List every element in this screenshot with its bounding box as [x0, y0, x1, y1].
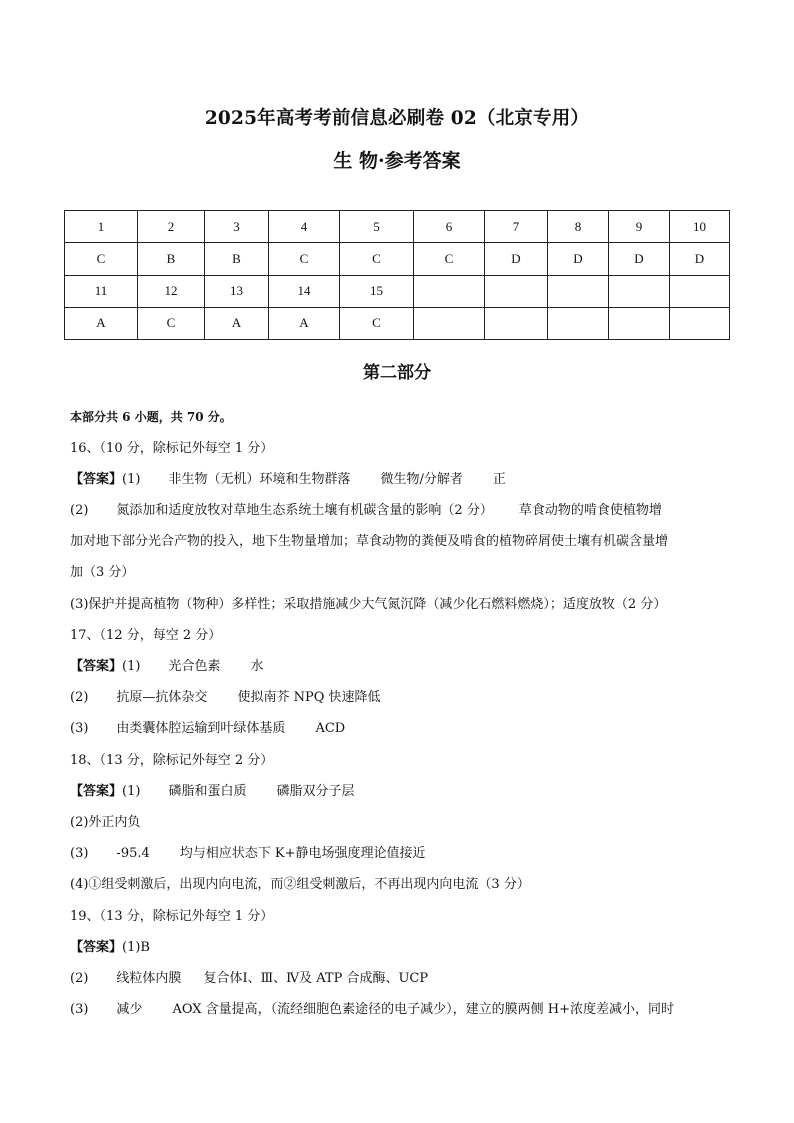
answer-text: 减少: [116, 1002, 143, 1017]
question-number-row: [65, 275, 730, 307]
answer-cell: [670, 307, 730, 339]
answer-text: 氮添加和适度放牧对草地生态系统土壤有机碳含量的影响（2 分）: [116, 503, 493, 518]
answer-text: AOX 含量提高，（流经细胞色素途径的电子减少），建立的膜两侧 H+浓度差减小，同时: [172, 1002, 675, 1017]
question-number-cell: 7: [485, 211, 548, 243]
question-number-row: [65, 211, 730, 243]
answer-cell: A: [205, 307, 269, 339]
question-number-cell: 12: [138, 275, 205, 307]
q19-answer-line-3: [70, 1001, 730, 1019]
answer-cell: D: [485, 243, 548, 275]
q17-answer-line-3: [70, 720, 730, 738]
answer-cell: C: [340, 243, 414, 275]
answer-text: ACD: [315, 721, 346, 736]
answer-cell: C: [269, 243, 340, 275]
answer-text: 非生物（无机）环境和生物群落: [168, 472, 351, 487]
answer-cell: C: [340, 307, 414, 339]
answer-cell: [609, 307, 670, 339]
part-number: (1): [122, 659, 141, 674]
answer-text: 水: [250, 659, 264, 674]
part-number: (1): [122, 784, 141, 799]
question-number-cell: 15: [340, 275, 414, 307]
document-title: 2025年高考考前信息必刷卷 02（北京专用）: [204, 108, 590, 129]
q16-answer-line-3: 加对地下部分光合产物的投入，地下生物量增加；草食动物的粪便及啃食的植物碎屑使土壤有机碳含量增: [70, 534, 669, 549]
part-number: (2): [70, 971, 89, 986]
q18-answer-line-3: [70, 845, 730, 863]
q16-answer-line-5: (3)保护并提高植物（物种）多样性；采取措施减少大气氮沉降（减少化石燃料燃烧）；适度放牧（2 分）: [70, 597, 667, 612]
answer-cell: [548, 307, 609, 339]
q17-heading: 17、（12 分，每空 2 分）: [70, 628, 222, 643]
answer-cell: A: [65, 307, 138, 339]
question-number-cell: [414, 275, 485, 307]
part-number: (3): [70, 846, 89, 861]
answer-text: 使拟南芥 NPQ 快速降低: [237, 690, 381, 705]
question-number-cell: 9: [609, 211, 670, 243]
question-number-cell: [485, 275, 548, 307]
answer-cell: B: [138, 243, 205, 275]
question-number-cell: 6: [414, 211, 485, 243]
part-number: (3): [70, 721, 89, 736]
answer-label: 【答案】: [70, 659, 123, 674]
q19-answer-line-2: [70, 970, 730, 988]
q18-answer-line-1: [70, 783, 730, 801]
answer-text: 复合体Ⅰ、Ⅲ、Ⅳ及 ATP 合成酶、UCP: [203, 971, 429, 986]
answer-cell: D: [548, 243, 609, 275]
section-title: 第二部分: [363, 363, 431, 383]
q19-answer-line-1: [70, 939, 730, 957]
part-number: (3): [70, 1002, 89, 1017]
answer-cell: B: [205, 243, 269, 275]
part-number: (1): [122, 472, 141, 487]
answer-text: 草食动物的啃食使植物增: [518, 503, 662, 518]
question-number-cell: [548, 275, 609, 307]
answer-text: (1)B: [122, 940, 150, 955]
q17-answer-line-1: [70, 658, 730, 676]
answer-text: 微生物/分解者: [380, 472, 463, 487]
question-number-cell: 4: [269, 211, 340, 243]
answer-label: 【答案】: [70, 784, 123, 799]
q18-answer-line-2: (2)外正内负: [70, 815, 141, 830]
answer-text: 均与相应状态下 K+静电场强度理论值接近: [179, 846, 426, 861]
document-subtitle: 生 物·参考答案: [333, 150, 461, 172]
q18-heading: 18、（13 分，除标记外每空 2 分）: [70, 753, 274, 768]
answer-text: 正: [492, 472, 506, 487]
question-number-cell: 11: [65, 275, 138, 307]
answer-cell: D: [670, 243, 730, 275]
question-number-cell: 3: [205, 211, 269, 243]
q16-answer-line-2: [70, 502, 730, 520]
answer-row: [65, 307, 730, 339]
answer-text: 光合色素: [168, 659, 221, 674]
question-number-cell: 14: [269, 275, 340, 307]
q16-answer-line-1: [70, 471, 730, 489]
question-number-cell: 2: [138, 211, 205, 243]
part-number: (2): [70, 690, 89, 705]
answer-cell: C: [65, 243, 138, 275]
answer-text: 抗原—抗体杂交: [116, 690, 208, 705]
answer-cell: C: [138, 307, 205, 339]
question-number-cell: [670, 275, 730, 307]
answer-text: 磷脂双分子层: [276, 784, 355, 799]
answer-row: [65, 243, 730, 275]
q17-answer-line-2: [70, 689, 730, 707]
q16-answer-line-4: 加（3 分）: [70, 565, 135, 580]
answer-text: 线粒体内膜: [116, 971, 182, 986]
answer-text: 由类囊体腔运输到叶绿体基质: [116, 721, 286, 736]
part-number: (2): [70, 503, 89, 518]
q16-heading: 16、（10 分，除标记外每空 1 分）: [70, 441, 274, 456]
answer-key-table: [64, 210, 730, 340]
q19-heading: 19、（13 分，除标记外每空 1 分）: [70, 909, 274, 924]
answer-cell: D: [609, 243, 670, 275]
answer-cell: [485, 307, 548, 339]
question-number-cell: [609, 275, 670, 307]
answer-text: 磷脂和蛋白质: [168, 784, 247, 799]
question-number-cell: 13: [205, 275, 269, 307]
question-number-cell: 1: [65, 211, 138, 243]
section-intro: 本部分共 6 小题，共 70 分。: [70, 410, 232, 424]
answer-cell: C: [414, 243, 485, 275]
answer-cell: A: [269, 307, 340, 339]
answer-cell: [414, 307, 485, 339]
question-number-cell: 5: [340, 211, 414, 243]
q18-answer-line-4: (4)①组受刺激后，出现内向电流，而②组受刺激后，不再出现内向电流（3 分）: [70, 877, 530, 892]
answer-label: 【答案】: [70, 472, 123, 487]
question-number-cell: 10: [670, 211, 730, 243]
answer-text: -95.4: [116, 846, 150, 861]
question-number-cell: 8: [548, 211, 609, 243]
answer-label: 【答案】: [70, 940, 123, 955]
